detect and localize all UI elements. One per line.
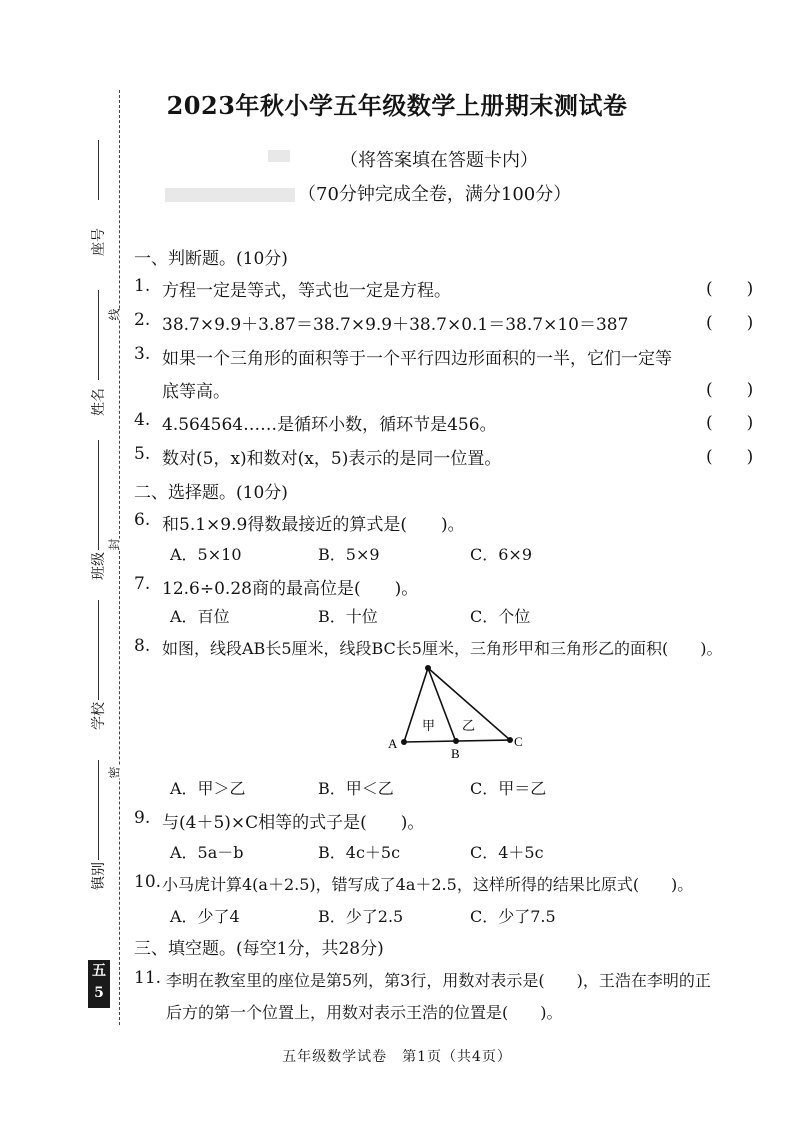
q5-number: 5. bbox=[134, 444, 151, 464]
label-b: B bbox=[451, 746, 460, 760]
q7-option-b[interactable]: B．十位 bbox=[318, 607, 378, 626]
q9-option-a[interactable]: A．5a－b bbox=[170, 843, 244, 862]
q2-answer-blank[interactable]: ( ) bbox=[706, 313, 754, 333]
point-a bbox=[401, 739, 407, 745]
q10-option-b[interactable]: B．少了2.5 bbox=[318, 907, 404, 926]
q11-number: 11. bbox=[134, 968, 162, 988]
exam-instruction: （将答案填在答题卡内） bbox=[340, 150, 538, 171]
exam-time-score: （70分钟完成全卷，满分100分） bbox=[298, 184, 572, 205]
point-c bbox=[507, 737, 513, 743]
school-line bbox=[98, 600, 99, 700]
q10-number: 10. bbox=[134, 872, 162, 892]
q3-number: 3. bbox=[134, 344, 151, 364]
scan-smudge bbox=[165, 188, 295, 202]
section3-heading: 三、填空题。(每空1分，共28分) bbox=[134, 939, 384, 959]
cut-mark-feng: 封 bbox=[107, 538, 122, 551]
town-label: 镇别 bbox=[91, 862, 107, 890]
grade-tab-text: 五 5 bbox=[92, 963, 106, 1001]
page-footer: 五年级数学试卷 第1页（共4页） bbox=[282, 1049, 512, 1065]
q4-number: 4. bbox=[134, 410, 151, 430]
class-label: 班级 bbox=[91, 552, 107, 580]
section1-heading: 一、判断题。(10分) bbox=[134, 249, 288, 269]
q7-number: 7. bbox=[134, 574, 151, 594]
q4-answer-blank[interactable]: ( ) bbox=[706, 413, 754, 433]
q2-number: 2. bbox=[134, 310, 151, 330]
q11-text-cont: 后方的第一个位置上，用数对表示王浩的位置是( )。 bbox=[166, 1003, 563, 1022]
cut-line bbox=[119, 90, 120, 1025]
q4-text: 4.564564……是循环小数，循环节是456。 bbox=[162, 415, 497, 435]
town-line bbox=[98, 760, 99, 860]
cut-mark-xian: 线 bbox=[107, 308, 122, 321]
q8-option-a[interactable]: A．甲＞乙 bbox=[170, 779, 246, 798]
q7-option-c[interactable]: C．个位 bbox=[470, 607, 531, 626]
q9-option-c[interactable]: C．4＋5c bbox=[470, 843, 544, 862]
cut-mark-mi: 密 bbox=[107, 766, 122, 779]
q9-text: 与(4＋5)×C相等的式子是( )。 bbox=[162, 813, 425, 833]
q8-number: 8. bbox=[134, 636, 151, 656]
q10-text: 小马虎计算4(a＋2.5)，错写成了4a＋2.5，这样所得的结果比原式( )。 bbox=[162, 875, 694, 894]
q1-number: 1. bbox=[134, 276, 151, 296]
q1-answer-blank[interactable]: ( ) bbox=[706, 279, 754, 299]
seat-line bbox=[98, 140, 99, 200]
q3-answer-blank[interactable]: ( ) bbox=[706, 380, 754, 400]
label-a: A bbox=[388, 736, 398, 751]
q8-triangle-figure bbox=[380, 660, 540, 760]
q3-text: 如果一个三角形的面积等于一个平行四边形面积的一半，它们一定等 bbox=[162, 349, 672, 369]
q2-text: 38.7×9.9＋3.87＝38.7×9.9＋38.7×0.1＝38.7×10＝387 bbox=[162, 315, 629, 335]
section2-heading: 二、选择题。(10分) bbox=[134, 483, 288, 503]
q5-answer-blank[interactable]: ( ) bbox=[706, 447, 754, 467]
point-b bbox=[453, 738, 459, 744]
q7-option-a[interactable]: A．百位 bbox=[170, 607, 230, 626]
apex-point bbox=[425, 665, 431, 671]
exam-title: 2023年秋小学五年级数学上册期末测试卷 bbox=[166, 91, 628, 120]
label-yi: 乙 bbox=[462, 719, 476, 734]
school-label: 学校 bbox=[91, 702, 107, 730]
q6-option-c[interactable]: C．6×9 bbox=[470, 545, 533, 564]
q5-text: 数对(5，x)和数对(x，5)表示的是同一位置。 bbox=[162, 449, 502, 469]
class-line bbox=[98, 440, 99, 550]
q10-option-c[interactable]: C．少了7.5 bbox=[470, 907, 556, 926]
q11-text: 李明在教室里的座位是第5列，第3行，用数对表示是( )，王浩在李明的正 bbox=[166, 971, 711, 990]
scan-smudge bbox=[268, 150, 290, 162]
label-c: C bbox=[514, 734, 523, 749]
q7-text: 12.6÷0.28商的最高位是( )。 bbox=[162, 579, 419, 599]
q3-text-cont: 底等高。 bbox=[162, 382, 230, 402]
q8-text: 如图，线段AB长5厘米，线段BC长5厘米，三角形甲和三角形乙的面积( )。 bbox=[162, 639, 723, 658]
grade-tab bbox=[88, 960, 110, 1008]
q1-text: 方程一定是等式，等式也一定是方程。 bbox=[162, 281, 451, 301]
q8-option-c[interactable]: C．甲＝乙 bbox=[470, 779, 547, 798]
label-jia: 甲 bbox=[422, 719, 436, 734]
name-label: 姓名 bbox=[91, 388, 107, 416]
name-line bbox=[98, 290, 99, 380]
q8-option-b[interactable]: B．甲＜乙 bbox=[318, 779, 394, 798]
seat-label: 座号 bbox=[91, 228, 107, 256]
q6-option-b[interactable]: B．5×9 bbox=[318, 545, 380, 564]
q6-text: 和5.1×9.9得数最接近的算式是( )。 bbox=[162, 515, 465, 535]
q10-option-a[interactable]: A．少了4 bbox=[170, 907, 240, 926]
q6-number: 6. bbox=[134, 510, 151, 530]
q9-number: 9. bbox=[134, 808, 151, 828]
q6-option-a[interactable]: A．5×10 bbox=[170, 545, 242, 564]
q9-option-b[interactable]: B．4c＋5c bbox=[318, 843, 401, 862]
